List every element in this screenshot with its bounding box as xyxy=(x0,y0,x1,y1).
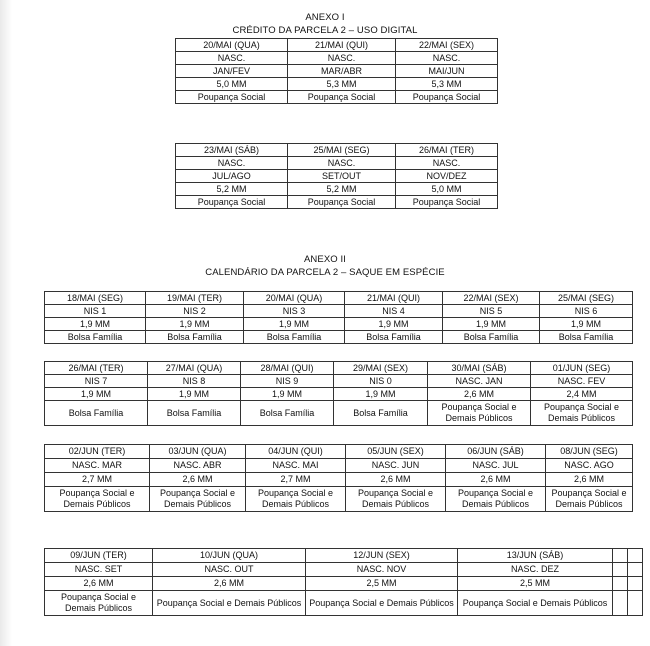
table-cell: 1,9 MM xyxy=(146,318,244,331)
table-row xyxy=(176,91,498,104)
table-cell: 5,3 MM xyxy=(288,78,396,91)
table-cell: 28/MAI (QUI) xyxy=(241,362,334,375)
table-cell: Bolsa Família xyxy=(241,401,334,426)
table-cell: NASC. SET xyxy=(45,563,153,577)
table-cell: Bolsa Família xyxy=(146,331,244,344)
table-row xyxy=(45,487,633,512)
table-cell: 06/JUN (SÁB) xyxy=(446,445,546,459)
table-cell: 1,9 MM xyxy=(148,388,241,401)
table-cell: NASC. FEV xyxy=(531,375,633,388)
table-cell: 1,9 MM xyxy=(244,318,345,331)
table-cell: Poupança Social xyxy=(396,91,498,104)
annex2-table-e xyxy=(44,444,633,512)
table-cell: 25/MAI (SEG) xyxy=(288,144,396,157)
table-row xyxy=(176,157,498,170)
table-row xyxy=(45,473,633,487)
table-cell: NIS 2 xyxy=(146,305,244,318)
table-cell: 26/MAI (TER) xyxy=(45,362,148,375)
table-row xyxy=(45,563,643,577)
annex1-title: ANEXO I xyxy=(305,12,345,23)
table-cell: 2,6 MM xyxy=(428,388,531,401)
table-cell: 25/MAI (SEG) xyxy=(540,292,633,305)
table-row xyxy=(45,305,633,318)
table-cell: Bolsa Família xyxy=(334,401,428,426)
table-row xyxy=(45,577,643,591)
table-cell: 22/MAI (SEX) xyxy=(443,292,540,305)
table-cell: 19/MAI (TER) xyxy=(146,292,244,305)
table-cell: 10/JUN (QUA) xyxy=(153,549,306,563)
empty-cell xyxy=(628,563,643,577)
table-cell: 08/JUN (SEG) xyxy=(546,445,633,459)
page-edge-shadow xyxy=(0,0,12,646)
annex1-subtitle: CRÉDITO DA PARCELA 2 – USO DIGITAL xyxy=(232,25,418,36)
table-cell: NIS 5 xyxy=(443,305,540,318)
table-cell: NASC. JAN xyxy=(428,375,531,388)
table-cell: NASC. JUL xyxy=(446,459,546,473)
table-cell: NASC. xyxy=(288,157,396,170)
table-cell: NASC. MAI xyxy=(246,459,346,473)
table-cell: NASC. xyxy=(288,52,396,65)
table-cell: NASC. NOV xyxy=(306,563,458,577)
table-cell: 5,0 MM xyxy=(176,78,288,91)
table-cell: Poupança Social e Demais Públicos xyxy=(546,487,633,512)
table-cell: NIS 4 xyxy=(345,305,443,318)
table-cell: Poupança Social e Demais Públicos xyxy=(153,591,306,616)
table-row xyxy=(45,401,633,426)
table-cell: NIS 1 xyxy=(45,305,146,318)
table-cell: NIS 8 xyxy=(148,375,241,388)
table-cell: 1,9 MM xyxy=(345,318,443,331)
annex1-table-b xyxy=(175,143,498,209)
table-cell: Poupança Social e Demais Públicos xyxy=(45,487,150,512)
table-cell: Bolsa Família xyxy=(45,331,146,344)
table-row xyxy=(176,170,498,183)
table-cell: Poupança Social e Demais Públicos xyxy=(428,401,531,426)
table-cell: 03/JUN (QUA) xyxy=(150,445,246,459)
table-cell: 09/JUN (TER) xyxy=(45,549,153,563)
table-cell: 22/MAI (SEX) xyxy=(396,39,498,52)
table-cell: Bolsa Família xyxy=(443,331,540,344)
table-cell: 1,9 MM xyxy=(45,318,146,331)
empty-cell xyxy=(628,577,643,591)
annex2-table-c xyxy=(44,291,633,344)
table-cell: 20/MAI (QUA) xyxy=(244,292,345,305)
table-cell: NASC. AGO xyxy=(546,459,633,473)
table-cell: NASC. xyxy=(176,52,288,65)
table-cell: 2,6 MM xyxy=(153,577,306,591)
table-cell: Bolsa Família xyxy=(244,331,345,344)
table-cell: 12/JUN (SEX) xyxy=(306,549,458,563)
table-cell: Bolsa Família xyxy=(345,331,443,344)
table-cell: NASC. JUN xyxy=(346,459,446,473)
table-cell: 1,9 MM xyxy=(45,388,148,401)
table-row xyxy=(45,388,633,401)
table-cell: Poupança Social e Demais Públicos xyxy=(446,487,546,512)
table-cell: 18/MAI (SEG) xyxy=(45,292,146,305)
table-cell: Bolsa Família xyxy=(45,401,148,426)
table-cell: 2,6 MM xyxy=(446,473,546,487)
table-cell: 2,6 MM xyxy=(546,473,633,487)
table-cell: 2,6 MM xyxy=(346,473,446,487)
table-cell: JUL/AGO xyxy=(176,170,288,183)
table-cell: NASC. xyxy=(176,157,288,170)
table-cell: 1,9 MM xyxy=(334,388,428,401)
table-cell: Poupança Social e Demais Públicos xyxy=(306,591,458,616)
empty-cell xyxy=(613,563,628,577)
table-cell: 27/MAI (QUA) xyxy=(148,362,241,375)
table-row xyxy=(176,196,498,209)
table-row xyxy=(176,78,498,91)
annex2-subtitle: CALENDÁRIO DA PARCELA 2 – SAQUE EM ESPÉCIE xyxy=(205,267,445,278)
table-cell: 20/MAI (QUA) xyxy=(176,39,288,52)
table-cell: NIS 0 xyxy=(334,375,428,388)
table-cell: Poupança Social xyxy=(176,91,288,104)
table-cell: NASC. DEZ xyxy=(458,563,613,577)
table-row xyxy=(45,591,643,616)
table-cell: 2,6 MM xyxy=(45,577,153,591)
table-cell: 04/JUN (QUI) xyxy=(246,445,346,459)
table-cell: 2,5 MM xyxy=(306,577,458,591)
table-cell: NIS 6 xyxy=(540,305,633,318)
table-row xyxy=(176,65,498,78)
table-row xyxy=(176,52,498,65)
table-cell: 05/JUN (SEX) xyxy=(346,445,446,459)
table-cell: 13/JUN (SÁB) xyxy=(458,549,613,563)
table-cell: Poupança Social e Demais Públicos xyxy=(45,591,153,616)
table-cell: Poupança Social xyxy=(288,196,396,209)
annex1-table-a xyxy=(175,38,498,104)
table-row xyxy=(45,318,633,331)
table-cell: 30/MAI (SÁB) xyxy=(428,362,531,375)
table-cell: SET/OUT xyxy=(288,170,396,183)
table-row xyxy=(45,375,633,388)
table-cell: NASC. xyxy=(396,52,498,65)
table-row xyxy=(45,459,633,473)
table-cell: Poupança Social e Demais Públicos xyxy=(346,487,446,512)
table-row xyxy=(45,331,633,344)
table-cell: Poupança Social xyxy=(288,91,396,104)
table-cell: Poupança Social e Demais Públicos xyxy=(531,401,633,426)
table-cell: Bolsa Família xyxy=(540,331,633,344)
table-cell: MAR/ABR xyxy=(288,65,396,78)
table-cell: 1,9 MM xyxy=(540,318,633,331)
table-cell: 2,7 MM xyxy=(45,473,150,487)
table-cell: 5,2 MM xyxy=(176,183,288,196)
table-cell: NIS 7 xyxy=(45,375,148,388)
table-cell: Poupança Social e Demais Públicos xyxy=(150,487,246,512)
table-cell: NIS 9 xyxy=(241,375,334,388)
table-cell: 5,2 MM xyxy=(288,183,396,196)
table-cell: Poupança Social e Demais Públicos xyxy=(246,487,346,512)
table-row xyxy=(176,144,498,157)
table-cell: 21/MAI (QUI) xyxy=(288,39,396,52)
annex2-title: ANEXO II xyxy=(304,254,346,265)
table-cell: 21/MAI (QUI) xyxy=(345,292,443,305)
table-cell: 26/MAI (TER) xyxy=(396,144,498,157)
table-cell: 23/MAI (SÁB) xyxy=(176,144,288,157)
table-row xyxy=(45,445,633,459)
table-row xyxy=(45,549,643,563)
table-cell: NASC. OUT xyxy=(153,563,306,577)
table-cell: 5,3 MM xyxy=(396,78,498,91)
empty-cell xyxy=(613,577,628,591)
table-row xyxy=(176,39,498,52)
table-cell: 2,4 MM xyxy=(531,388,633,401)
table-cell: JAN/FEV xyxy=(176,65,288,78)
table-cell: NASC. xyxy=(396,157,498,170)
table-row xyxy=(45,292,633,305)
empty-cell xyxy=(628,591,643,616)
table-cell: 02/JUN (TER) xyxy=(45,445,150,459)
table-cell: 2,6 MM xyxy=(150,473,246,487)
table-cell: Poupança Social xyxy=(396,196,498,209)
table-cell: Poupança Social e Demais Públicos xyxy=(458,591,613,616)
empty-cell xyxy=(628,549,643,563)
empty-cell xyxy=(613,591,628,616)
table-cell: Poupança Social xyxy=(176,196,288,209)
table-cell: MAI/JUN xyxy=(396,65,498,78)
table-row xyxy=(176,183,498,196)
table-cell: 1,9 MM xyxy=(241,388,334,401)
empty-cell xyxy=(613,549,628,563)
table-cell: 1,9 MM xyxy=(443,318,540,331)
table-cell: 2,7 MM xyxy=(246,473,346,487)
table-cell: 5,0 MM xyxy=(396,183,498,196)
table-row xyxy=(45,362,633,375)
annex2-table-f xyxy=(44,548,643,616)
annex2-table-d xyxy=(44,361,633,426)
table-cell: Bolsa Família xyxy=(148,401,241,426)
table-cell: 01/JUN (SEG) xyxy=(531,362,633,375)
table-cell: NASC. ABR xyxy=(150,459,246,473)
table-cell: NIS 3 xyxy=(244,305,345,318)
table-cell: 29/MAI (SEX) xyxy=(334,362,428,375)
table-cell: 2,5 MM xyxy=(458,577,613,591)
table-cell: NOV/DEZ xyxy=(396,170,498,183)
table-cell: NASC. MAR xyxy=(45,459,150,473)
